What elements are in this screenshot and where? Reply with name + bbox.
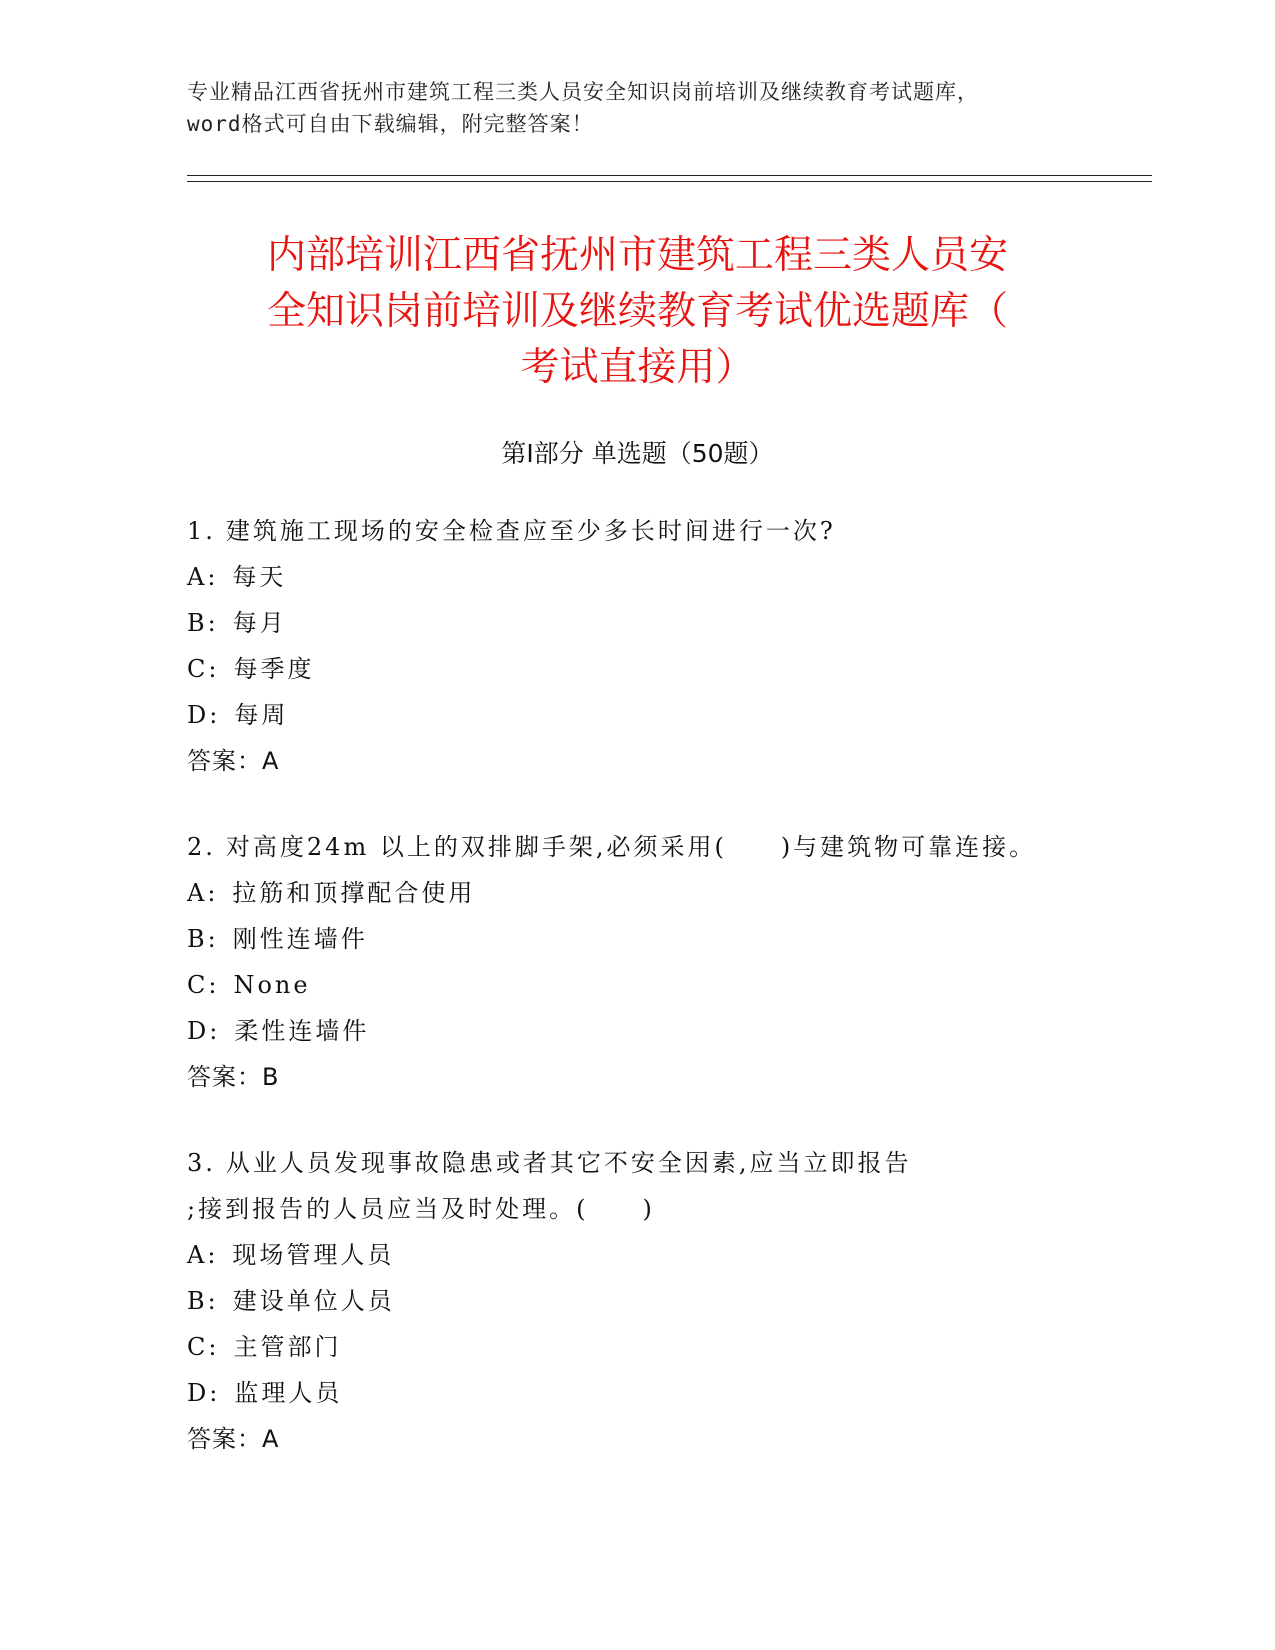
- option-b: [187, 600, 1127, 646]
- option-b: [187, 1278, 1127, 1324]
- question-number: 2.: [187, 833, 216, 861]
- option-letter: C:: [187, 655, 220, 683]
- option-letter: D:: [187, 701, 221, 729]
- option-text: 每月: [232, 609, 287, 637]
- question-number: 3.: [187, 1149, 216, 1177]
- option-text: None: [233, 971, 311, 999]
- option-text: 柔性连墙件: [234, 1017, 370, 1045]
- question-text: 建筑施工现场的安全检查应至少多长时间进行一次?: [225, 517, 836, 545]
- answer-value: A: [262, 1425, 280, 1453]
- question-text-continued: ;接到报告的人员应当及时处理。( ): [187, 1195, 655, 1223]
- answer-value: A: [262, 747, 280, 775]
- option-text: 现场管理人员: [232, 1241, 395, 1269]
- header-divider-top: [187, 175, 1152, 176]
- option-letter: B:: [187, 925, 219, 953]
- option-text: 拉筋和顶撑配合使用: [232, 879, 476, 907]
- option-d: [187, 1370, 1127, 1416]
- option-letter: D:: [187, 1379, 221, 1407]
- option-d: [187, 692, 1127, 738]
- option-a: [187, 1232, 1127, 1278]
- option-letter: A:: [187, 879, 219, 907]
- answer-label: 答案：: [187, 1063, 262, 1091]
- option-text: 刚性连墙件: [232, 925, 368, 953]
- document-title-line: 全知识岗前培训及继续教育考试优选题库（: [266, 289, 1008, 334]
- document-title: [190, 228, 1085, 396]
- question-stem: [187, 1140, 1127, 1186]
- document-title-line: 内部培训江西省抚州市建筑工程三类人员安: [266, 233, 1008, 278]
- header-note: [187, 76, 1087, 140]
- header-note-line: word格式可自由下载编辑，附完整答案！: [187, 112, 594, 136]
- option-letter: A:: [187, 563, 219, 591]
- question-stem: [187, 508, 1127, 554]
- option-text: 每季度: [233, 655, 315, 683]
- question-1: [187, 508, 1127, 784]
- option-text: 每周: [234, 701, 289, 729]
- option-letter: A:: [187, 1241, 219, 1269]
- answer: [187, 1054, 1127, 1100]
- section-title: 第Ⅰ部分 单选题（50题）: [501, 439, 774, 468]
- option-b: [187, 916, 1127, 962]
- answer-value: B: [262, 1063, 280, 1091]
- option-text: 建设单位人员: [232, 1287, 395, 1315]
- option-d: [187, 1008, 1127, 1054]
- question-text: 从业人员发现事故隐患或者其它不安全因素,应当立即报告: [225, 1149, 912, 1177]
- question-text: 对高度24m 以上的双排脚手架,必须采用( )与建筑物可靠连接。: [225, 833, 1037, 861]
- option-text: 监理人员: [234, 1379, 343, 1407]
- answer: [187, 738, 1127, 784]
- answer: [187, 1416, 1127, 1462]
- option-c: [187, 646, 1127, 692]
- header-note-line: 专业精品江西省抚州市建筑工程三类人员安全知识岗前培训及继续教育考试题库，: [187, 80, 979, 104]
- option-a: [187, 554, 1127, 600]
- question-3: [187, 1140, 1127, 1462]
- option-letter: B:: [187, 1287, 219, 1315]
- option-text: 主管部门: [233, 1333, 342, 1361]
- question-2: [187, 824, 1127, 1100]
- option-c: [187, 1324, 1127, 1370]
- option-text: 每天: [232, 563, 287, 591]
- option-letter: B:: [187, 609, 219, 637]
- option-c: [187, 962, 1127, 1008]
- answer-label: 答案：: [187, 747, 262, 775]
- option-letter: C:: [187, 971, 220, 999]
- header-divider-bottom: [187, 181, 1152, 182]
- question-stem: [187, 824, 1127, 870]
- answer-label: 答案：: [187, 1425, 262, 1453]
- option-a: [187, 870, 1127, 916]
- option-letter: D:: [187, 1017, 221, 1045]
- question-number: 1.: [187, 517, 216, 545]
- option-letter: C:: [187, 1333, 220, 1361]
- document-title-line: 考试直接用）: [520, 345, 755, 390]
